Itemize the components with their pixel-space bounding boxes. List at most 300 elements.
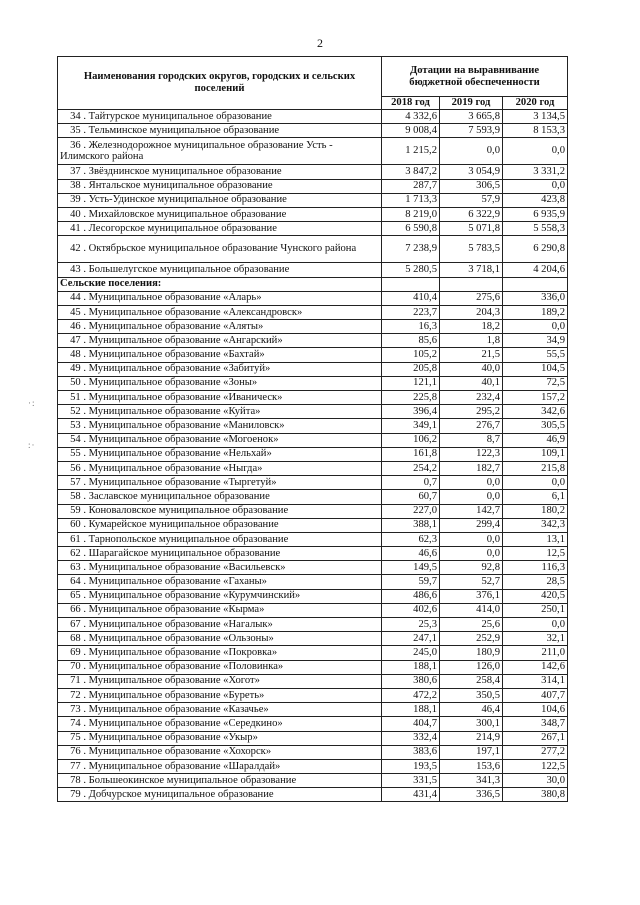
row-name-cell	[58, 263, 382, 277]
row-name-cell	[58, 561, 382, 575]
value-2019: 341,3	[440, 774, 503, 788]
row-name: Коноваловское муниципальное образование	[88, 505, 289, 517]
value-2020: 342,3	[503, 518, 568, 532]
value-2018: 121,1	[382, 376, 440, 390]
value-2018: 472,2	[382, 688, 440, 702]
table-row	[58, 759, 568, 773]
row-index: 49 .	[70, 363, 86, 375]
value-2020: 348,7	[503, 717, 568, 731]
value-2018: 193,5	[382, 759, 440, 773]
row-name: Железнодорожное муниципальное образование Усть - Илимского района	[60, 139, 333, 163]
table-row	[58, 348, 568, 362]
table-row	[58, 504, 568, 518]
row-name-cell	[58, 547, 382, 561]
value-2020: 250,1	[503, 603, 568, 617]
value-2019: 18,2	[440, 320, 503, 334]
row-name: Муниципальное образование «Куйта»	[88, 405, 261, 417]
section-empty-cell	[382, 277, 440, 291]
value-2019: 5 071,8	[440, 222, 503, 236]
row-index: 52 .	[70, 405, 86, 417]
row-name-cell	[58, 419, 382, 433]
row-name: Лесогорское муниципальное образование	[88, 222, 277, 234]
value-2018: 254,2	[382, 461, 440, 475]
value-2020: 28,5	[503, 575, 568, 589]
table-row	[58, 461, 568, 475]
row-index: 71 .	[70, 675, 86, 687]
row-index: 56 .	[70, 462, 86, 474]
value-2019: 306,5	[440, 179, 503, 193]
value-2019: 275,6	[440, 291, 503, 305]
row-index: 69 .	[70, 647, 86, 659]
row-index: 35 .	[70, 124, 86, 136]
value-2018: 349,1	[382, 419, 440, 433]
value-2020: 72,5	[503, 376, 568, 390]
table-row	[58, 124, 568, 138]
value-2019: 180,9	[440, 646, 503, 660]
value-2018: 486,6	[382, 589, 440, 603]
value-2020: 122,5	[503, 759, 568, 773]
value-2018: 383,6	[382, 745, 440, 759]
value-2020: 6 290,8	[503, 236, 568, 263]
row-index: 37 .	[70, 166, 86, 178]
value-2020: 380,8	[503, 788, 568, 802]
row-name: Муниципальное образование «Иваническ»	[88, 391, 283, 403]
row-index: 51 .	[70, 391, 86, 403]
value-2019: 6 322,9	[440, 207, 503, 221]
row-name-cell	[58, 603, 382, 617]
table-row	[58, 447, 568, 461]
row-name-cell	[58, 334, 382, 348]
value-2018: 5 280,5	[382, 263, 440, 277]
value-2019: 57,9	[440, 193, 503, 207]
row-name: Муниципальное образование «Маниловск»	[88, 420, 285, 432]
row-name: Муниципальное образование «Гаханы»	[88, 576, 267, 588]
value-2018: 396,4	[382, 405, 440, 419]
row-index: 42 .	[70, 243, 86, 255]
value-2020: 211,0	[503, 646, 568, 660]
row-index: 75 .	[70, 732, 86, 744]
value-2019: 295,2	[440, 405, 503, 419]
value-2018: 1 215,2	[382, 138, 440, 165]
value-2020: 0,0	[503, 138, 568, 165]
value-2020: 32,1	[503, 632, 568, 646]
value-2018: 287,7	[382, 179, 440, 193]
table-row	[58, 291, 568, 305]
table-row	[58, 334, 568, 348]
value-2020: 157,2	[503, 391, 568, 405]
value-2018: 149,5	[382, 561, 440, 575]
value-2020: 8 153,3	[503, 124, 568, 138]
table-row	[58, 362, 568, 376]
row-index: 48 .	[70, 349, 86, 361]
value-2019: 7 593,9	[440, 124, 503, 138]
value-2020: 305,5	[503, 419, 568, 433]
value-2019: 214,9	[440, 731, 503, 745]
row-name-cell	[58, 138, 382, 165]
value-2018: 60,7	[382, 490, 440, 504]
value-2018: 188,1	[382, 660, 440, 674]
value-2018: 388,1	[382, 518, 440, 532]
row-index: 59 .	[70, 505, 86, 517]
value-2020: 142,6	[503, 660, 568, 674]
table-row	[58, 138, 568, 165]
table-row	[58, 518, 568, 532]
row-name: Тарнопольское муниципальное образование	[88, 533, 289, 545]
row-name: Муниципальное образование «Васильевск»	[88, 561, 286, 573]
row-name-cell	[58, 461, 382, 475]
value-2018: 8 219,0	[382, 207, 440, 221]
row-name-cell	[58, 518, 382, 532]
value-2020: 0,0	[503, 320, 568, 334]
value-2018: 25,3	[382, 618, 440, 632]
row-name-cell	[58, 165, 382, 179]
row-name-cell	[58, 433, 382, 447]
row-name: Муниципальное образование «Забитуй»	[88, 363, 271, 375]
row-name-cell	[58, 405, 382, 419]
value-2018: 1 713,3	[382, 193, 440, 207]
value-2020: 104,5	[503, 362, 568, 376]
section-empty-cell	[503, 277, 568, 291]
row-name-cell	[58, 703, 382, 717]
row-name-cell	[58, 490, 382, 504]
value-2019: 5 783,5	[440, 236, 503, 263]
table-row	[58, 305, 568, 319]
value-2018: 16,3	[382, 320, 440, 334]
row-name-cell	[58, 774, 382, 788]
row-name: Усть-Удинское муниципальное образование	[88, 194, 287, 206]
table-row	[58, 575, 568, 589]
value-2019: 153,6	[440, 759, 503, 773]
row-name: Муниципальное образование «Хохорск»	[88, 746, 272, 758]
value-2018: 404,7	[382, 717, 440, 731]
row-name-cell	[58, 688, 382, 702]
column-header-year-2019: 2019 год	[440, 97, 503, 110]
row-name-cell	[58, 674, 382, 688]
row-index: 39 .	[70, 194, 86, 206]
row-index: 53 .	[70, 420, 86, 432]
value-2020: 116,3	[503, 561, 568, 575]
value-2018: 245,0	[382, 646, 440, 660]
urban-rows	[58, 110, 568, 278]
row-index: 44 .	[70, 292, 86, 304]
table-row	[58, 207, 568, 221]
value-2020: 314,1	[503, 674, 568, 688]
value-2019: 0,0	[440, 532, 503, 546]
value-2020: 267,1	[503, 731, 568, 745]
row-name: Муниципальное образование «Могоенок»	[88, 434, 279, 446]
table-row	[58, 632, 568, 646]
value-2020: 189,2	[503, 305, 568, 319]
value-2020: 34,9	[503, 334, 568, 348]
table-row	[58, 193, 568, 207]
value-2020: 5 558,3	[503, 222, 568, 236]
value-2020: 0,0	[503, 618, 568, 632]
row-name-cell	[58, 236, 382, 263]
value-2019: 0,0	[440, 490, 503, 504]
row-name-cell	[58, 589, 382, 603]
value-2018: 59,7	[382, 575, 440, 589]
value-2019: 232,4	[440, 391, 503, 405]
value-2018: 410,4	[382, 291, 440, 305]
row-name: Муниципальное образование «Аларь»	[88, 292, 262, 304]
row-name: Добчурское муниципальное образование	[88, 788, 274, 800]
row-name-cell	[58, 362, 382, 376]
value-2018: 4 332,6	[382, 110, 440, 124]
row-name-cell	[58, 291, 382, 305]
value-2018: 188,1	[382, 703, 440, 717]
row-name-cell	[58, 391, 382, 405]
value-2019: 376,1	[440, 589, 503, 603]
value-2020: 109,1	[503, 447, 568, 461]
value-2019: 0,0	[440, 138, 503, 165]
value-2020: 6 935,9	[503, 207, 568, 221]
row-name: Муниципальное образование «Аляты»	[88, 320, 264, 332]
row-index: 50 .	[70, 377, 86, 389]
value-2019: 3 718,1	[440, 263, 503, 277]
rural-rows	[58, 291, 568, 802]
value-2020: 0,0	[503, 476, 568, 490]
table-row	[58, 165, 568, 179]
value-2018: 332,4	[382, 731, 440, 745]
value-2020: 342,6	[503, 405, 568, 419]
row-name: Кумарейское муниципальное образование	[88, 519, 279, 531]
table-row	[58, 688, 568, 702]
row-name-cell	[58, 575, 382, 589]
row-name-cell	[58, 179, 382, 193]
row-index: 38 .	[70, 180, 86, 192]
value-2019: 92,8	[440, 561, 503, 575]
row-name: Муниципальное образование «Бахтай»	[88, 349, 265, 361]
value-2019: 0,0	[440, 476, 503, 490]
value-2019: 3 054,9	[440, 165, 503, 179]
row-index: 67 .	[70, 618, 86, 630]
row-index: 55 .	[70, 448, 86, 460]
value-2020: 420,5	[503, 589, 568, 603]
value-2018: 46,6	[382, 547, 440, 561]
table-row	[58, 745, 568, 759]
table-row	[58, 731, 568, 745]
row-name: Муниципальное образование «Александровск»	[88, 306, 303, 318]
value-2019: 182,7	[440, 461, 503, 475]
row-name-cell	[58, 124, 382, 138]
table-row	[58, 547, 568, 561]
value-2019: 204,3	[440, 305, 503, 319]
table-row	[58, 419, 568, 433]
row-index: 46 .	[70, 320, 86, 332]
value-2019: 40,1	[440, 376, 503, 390]
table-row	[58, 561, 568, 575]
row-name: Михайловское муниципальное образование	[88, 208, 287, 220]
table-row	[58, 376, 568, 390]
table-row	[58, 674, 568, 688]
page-number: 2	[317, 36, 323, 50]
row-index: 74 .	[70, 717, 86, 729]
value-2019: 25,6	[440, 618, 503, 632]
value-2018: 227,0	[382, 504, 440, 518]
value-2019: 52,7	[440, 575, 503, 589]
value-2019: 414,0	[440, 603, 503, 617]
row-name: Муниципальное образование «Хогот»	[88, 675, 260, 687]
row-name: Муниципальное образование «Тыргетуй»	[88, 476, 277, 488]
value-2020: 3 134,5	[503, 110, 568, 124]
value-2019: 276,7	[440, 419, 503, 433]
value-2020: 6,1	[503, 490, 568, 504]
row-index: 63 .	[70, 561, 86, 573]
value-2019: 300,1	[440, 717, 503, 731]
row-name-cell	[58, 222, 382, 236]
row-index: 78 .	[70, 774, 86, 786]
value-2019: 0,0	[440, 547, 503, 561]
row-name-cell	[58, 476, 382, 490]
row-name: Муниципальное образование «Зоны»	[88, 377, 258, 389]
section-label-rural: Сельские поселения:	[58, 277, 382, 291]
value-2018: 380,6	[382, 674, 440, 688]
row-index: 68 .	[70, 632, 86, 644]
table-row	[58, 476, 568, 490]
row-name-cell	[58, 305, 382, 319]
value-2018: 247,1	[382, 632, 440, 646]
table-row	[58, 774, 568, 788]
row-index: 61 .	[70, 533, 86, 545]
value-2018: 105,2	[382, 348, 440, 362]
table-row	[58, 646, 568, 660]
row-name-cell	[58, 745, 382, 759]
row-index: 43 .	[70, 263, 86, 275]
value-2020: 46,9	[503, 433, 568, 447]
row-index: 64 .	[70, 576, 86, 588]
value-2018: 3 847,2	[382, 165, 440, 179]
row-index: 47 .	[70, 334, 86, 346]
table-row	[58, 532, 568, 546]
value-2018: 205,8	[382, 362, 440, 376]
row-name: Муниципальное образование «Ользоны»	[88, 632, 274, 644]
row-name: Муниципальное образование «Курумчинский»	[88, 590, 301, 602]
value-2019: 350,5	[440, 688, 503, 702]
row-name-cell	[58, 348, 382, 362]
row-index: 72 .	[70, 689, 86, 701]
row-name-cell	[58, 447, 382, 461]
table-row	[58, 179, 568, 193]
row-name-cell	[58, 759, 382, 773]
row-index: 41 .	[70, 222, 86, 234]
value-2019: 40,0	[440, 362, 503, 376]
row-index: 79 .	[70, 788, 86, 800]
row-index: 73 .	[70, 703, 86, 715]
row-index: 76 .	[70, 746, 86, 758]
column-header-name: Наименования городских округов, городских и сельских поселений	[58, 57, 382, 110]
value-2020: 215,8	[503, 461, 568, 475]
row-name-cell	[58, 788, 382, 802]
row-index: 65 .	[70, 590, 86, 602]
value-2018: 402,6	[382, 603, 440, 617]
row-name: Тайтурское муниципальное образование	[88, 110, 272, 122]
table-row	[58, 222, 568, 236]
row-index: 60 .	[70, 519, 86, 531]
row-index: 45 .	[70, 306, 86, 318]
value-2019: 258,4	[440, 674, 503, 688]
row-name: Заславское муниципальное образование	[88, 490, 270, 502]
value-2018: 0,7	[382, 476, 440, 490]
value-2020: 336,0	[503, 291, 568, 305]
row-name: Муниципальное образование «Укыр»	[88, 732, 258, 744]
row-name: Муниципальное образование «Кырма»	[88, 604, 265, 616]
value-2020: 4 204,6	[503, 263, 568, 277]
value-2018: 331,5	[382, 774, 440, 788]
margin-scan-marks: ·:	[28, 398, 36, 408]
value-2019: 8,7	[440, 433, 503, 447]
row-name: Муниципальное образование «Казачье»	[88, 703, 269, 715]
value-2018: 62,3	[382, 532, 440, 546]
value-2020: 423,8	[503, 193, 568, 207]
column-header-year-2020: 2020 год	[503, 97, 568, 110]
value-2018: 223,7	[382, 305, 440, 319]
row-name: Муниципальное образование «Середкино»	[88, 717, 283, 729]
table-row	[58, 618, 568, 632]
table-row	[58, 490, 568, 504]
row-name-cell	[58, 660, 382, 674]
row-index: 77 .	[70, 760, 86, 772]
value-2020: 0,0	[503, 179, 568, 193]
value-2020: 13,1	[503, 532, 568, 546]
row-name-cell	[58, 646, 382, 660]
row-name-cell	[58, 193, 382, 207]
column-header-year-2018: 2018 год	[382, 97, 440, 110]
value-2019: 142,7	[440, 504, 503, 518]
row-name: Муниципальное образование «Нагалык»	[88, 618, 273, 630]
row-name: Муниципальное образование «Половинка»	[88, 661, 284, 673]
value-2018: 225,8	[382, 391, 440, 405]
row-name-cell	[58, 320, 382, 334]
value-2020: 12,5	[503, 547, 568, 561]
value-2019: 46,4	[440, 703, 503, 717]
row-name: Муниципальное образование «Ныгда»	[88, 462, 263, 474]
value-2019: 336,5	[440, 788, 503, 802]
row-index: 58 .	[70, 490, 86, 502]
table-row	[58, 603, 568, 617]
table-row	[58, 391, 568, 405]
section-row-group	[58, 277, 568, 291]
row-name-cell	[58, 618, 382, 632]
row-name-cell	[58, 504, 382, 518]
table-row	[58, 433, 568, 447]
value-2019: 126,0	[440, 660, 503, 674]
row-index: 36 .	[70, 139, 86, 151]
value-2018: 431,4	[382, 788, 440, 802]
value-2020: 180,2	[503, 504, 568, 518]
value-2018: 7 238,9	[382, 236, 440, 263]
value-2019: 252,9	[440, 632, 503, 646]
value-2019: 1,8	[440, 334, 503, 348]
row-name: Большеокинское муниципальное образование	[88, 774, 297, 786]
row-index: 70 .	[70, 661, 86, 673]
table-row	[58, 660, 568, 674]
value-2019: 197,1	[440, 745, 503, 759]
row-name-cell	[58, 376, 382, 390]
value-2020: 407,7	[503, 688, 568, 702]
table-row	[58, 717, 568, 731]
value-2019: 299,4	[440, 518, 503, 532]
row-name: Муниципальное образование «Нельхай»	[88, 448, 272, 460]
value-2020: 104,6	[503, 703, 568, 717]
subsidies-table	[57, 56, 568, 802]
table-row	[58, 320, 568, 334]
row-name-cell	[58, 532, 382, 546]
row-name: Муниципальное образование «Шаралдай»	[88, 760, 281, 772]
margin-scan-marks: :·	[28, 440, 36, 450]
value-2018: 85,6	[382, 334, 440, 348]
table-row	[58, 110, 568, 124]
value-2018: 6 590,8	[382, 222, 440, 236]
